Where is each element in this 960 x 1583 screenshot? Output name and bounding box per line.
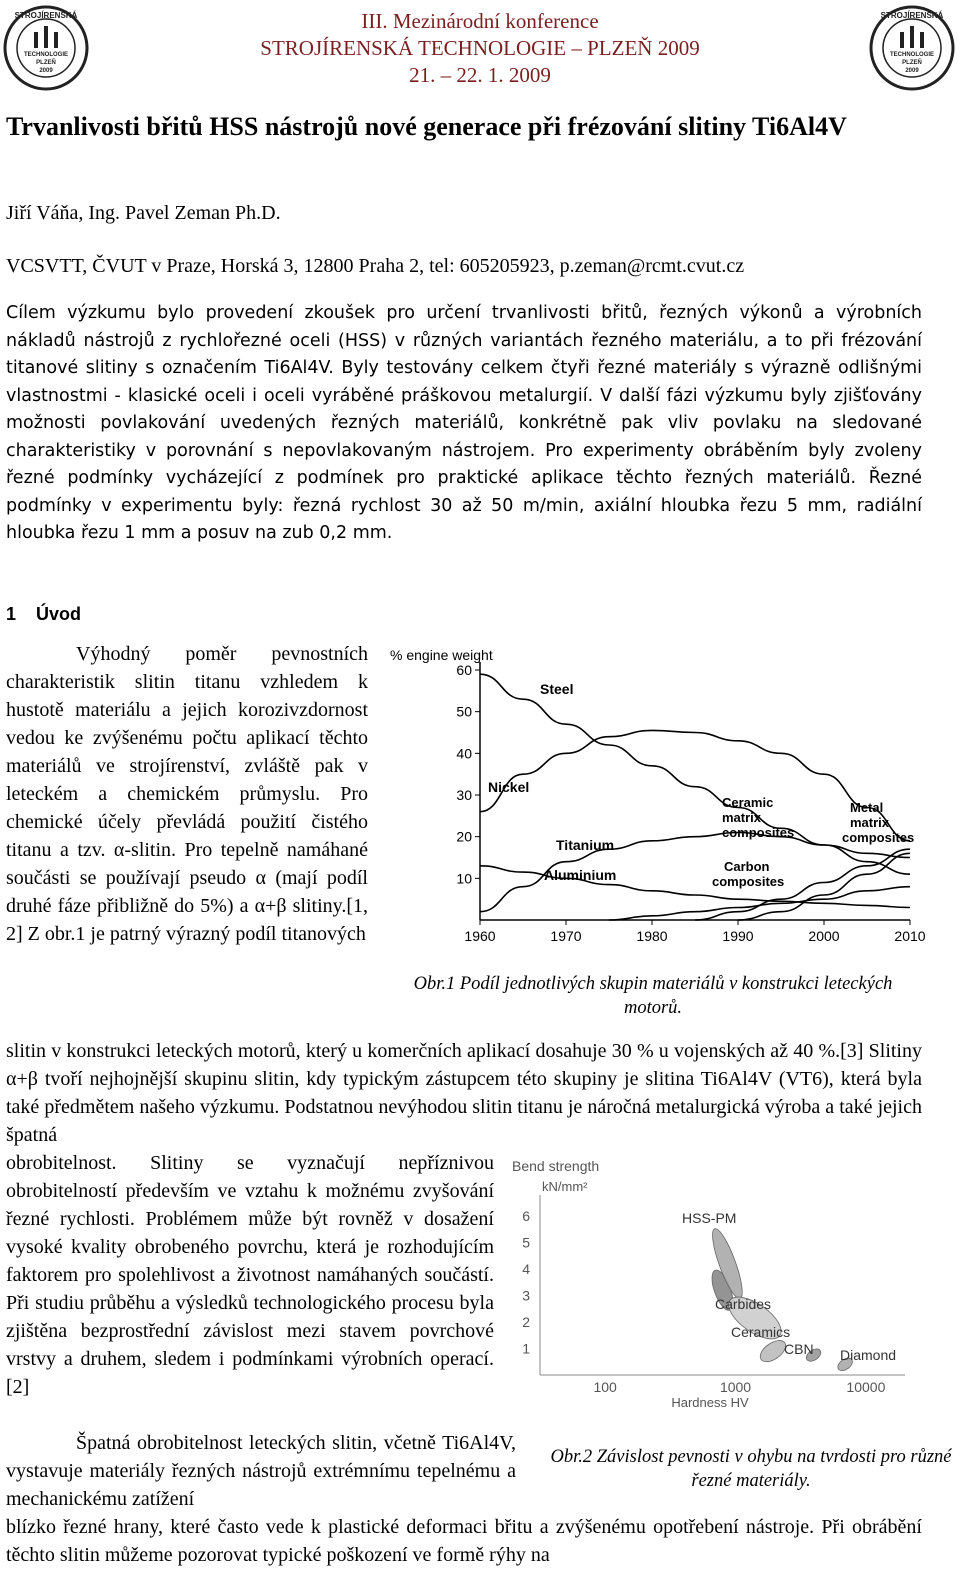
figure-1-caption: Obr.1 Podíl jednotlivých skupin materiálů v konstrukci leteckých motorů. <box>413 974 893 1018</box>
label-ceramic-1: Ceramic <box>722 795 774 810</box>
svg-text:PLZEŇ: PLZEŇ <box>902 60 922 66</box>
label-metal-1: Metal <box>850 800 884 815</box>
label-ceramics: Ceramics <box>731 1324 791 1340</box>
label-cbn: CBN <box>784 1341 814 1357</box>
figure-2-x-tick-label: 10000 <box>846 1379 886 1395</box>
label-carbon-2: composites <box>712 874 785 889</box>
body-paragraph-1: Výhodný poměr pevnostních charakteristik slitin titanu vzhledem k hustotě materiálu a jejich korozivzdornost vedou ke zvýšenému počtu aplikací těchto materiálů ve strojírenství, zvláště pak v leteckém a chemickém průmyslu. Pro chemické účely převládá použití čistého titanu a tzv. α-slitin. Pro tepelně namáhané součásti se používají pseudo α (mají podíl druhé fáze přibližně do 5%) a α+β slitiny.[1, 2] Z obr.1 je patrný výrazný podíl titanových <box>6 643 368 945</box>
figure-2-x-tick-label: 100 <box>593 1379 617 1395</box>
label-nickel: Nickel <box>488 779 530 795</box>
authors: Jiří Váňa, Ing. Pavel Zeman Ph.D. <box>6 202 281 224</box>
conference-name: III. Mezinárodní konference <box>361 9 599 33</box>
svg-text:STROJÍRENSKÁ: STROJÍRENSKÁ <box>880 11 944 20</box>
figure-2-title: Bend strength <box>512 1158 600 1174</box>
figure-1-y-tick-label: 30 <box>456 787 472 803</box>
body-paragraph-3-continued: blízko řezné hrany, které často vede k plastické deformaci břitu a zvýšenému opotřebení nástroje. Při obrábění těchto slitin můžeme pozorovat typické poškození ve formě rýhy na <box>6 1516 922 1566</box>
svg-text:2009: 2009 <box>39 68 53 74</box>
figure-2-y-tick-label: 3 <box>522 1287 530 1304</box>
figure-2-y-tick-label: 5 <box>522 1234 530 1251</box>
body-paragraph-1-continued: slitin v konstrukci leteckých motorů, který u komerčních aplikací dosahuje 30 % u vojenských až 40 %.[3] Slitiny α+β tvoří nejhojnější skupinu slitin, kdy typickým zástupcem této skupiny je slitina Ti6Al4V (VT6), která byla také předmětem našeho výzkumu. Podstatnou nevýhodou slitin titanu je náročná metalurgická výroba a také jejich špatná <box>6 1040 922 1146</box>
label-ceramic-3: composites <box>722 825 795 840</box>
svg-text:STROJÍRENSKÁ: STROJÍRENSKÁ <box>14 11 78 20</box>
label-ceramic-2: matrix <box>722 810 762 825</box>
figure-2-caption: Obr.2 Závislost pevnosti v ohybu na tvrdosti pro různé řezné materiály. <box>550 1447 952 1491</box>
section-number: 1 <box>6 604 17 624</box>
abstract: Cílem výzkumu bylo provedení zkoušek pro určení trvanlivosti břitů, řezných výkonů a výrobních nákladů nástrojů z rychlořezné oceli (HSS) v různých variantách řezného materiálu, a to při frézování titanové slitiny s označením Ti6Al4V. Byly testovány celkem čtyři řezné materiály s výrazně odlišnými vlastnostmi - klasické oceli i oceli vyráběné práškovou metalurgií. V další fázi výzkumu byly zjišťovány možnosti povlakování uvedených řezných materiálů, konkrétně pak vliv povlaku na sledované charakteristiky v porovnání s nepovlakovaným nástrojem. Pro experimenty obráběním byly zvoleny řezné podmínky vycházející z podmínek pro praktické aplikace těchto řezných materiálů. Řezné podmínky v experimentu byly: řezná rychlost 30 až 50 m/min, axiální hloubka řezu 5 mm, radiální hloubka řezu 1 mm a posuv na zub 0,2 mm. <box>6 303 922 543</box>
label-titanium: Titanium <box>556 837 615 853</box>
figure-1-x-tick-label: 2010 <box>894 928 926 944</box>
figure-2-y-tick-label: 1 <box>522 1340 530 1357</box>
label-metal-3: composites <box>842 830 915 845</box>
body-paragraph-2: obrobitelnost. Slitiny se vyznačují nepříznivou obrobitelností především ve vztahu k možnému zvyšování řezné rychlosti. Problémem může být rovněž v dosažení vysoké kvality obrobeného povrchu, která je rozhodujícím faktorem pro spolehlivost a životnost namáhaných součástí. Při studiu průběhu a výsledků technologického procesu byla zjištěna bezprostřední závislost mezi stavem povrchové vrstvy a druhem, sledem i podmínkami výrobních operací. [2] <box>6 1152 494 1398</box>
series-line-nickel <box>480 730 910 840</box>
figure-2-xlabel: Hardness HV <box>671 1395 749 1410</box>
figure-2-chart <box>510 1155 910 1430</box>
figure-1-x-tick-label: 2000 <box>808 928 840 944</box>
figure-2-x-tick-label: 1000 <box>719 1379 752 1395</box>
figure-1-x-tick-label: 1970 <box>550 928 582 944</box>
section-title: Úvod <box>36 604 82 624</box>
label-hss-pm: HSS-PM <box>682 1210 737 1226</box>
figure-1-x-tick-label: 1990 <box>722 928 754 944</box>
figure-2-y-tick-label: 6 <box>522 1207 530 1224</box>
svg-text:2009: 2009 <box>905 68 919 74</box>
figure-1-x-tick-label: 1960 <box>464 928 496 944</box>
figure-2-y-tick-label: 4 <box>522 1260 530 1277</box>
figure-1-ylabel: % engine weight <box>390 647 493 663</box>
figure-2-unit: kN/mm² <box>542 1179 588 1194</box>
figure-1-chart <box>380 640 926 950</box>
label-carbon-1: Carbon <box>724 859 770 874</box>
figure-1-y-tick-label: 50 <box>456 703 472 720</box>
body-paragraph-3: Špatná obrobitelnost leteckých slitin, včetně Ti6Al4V, vystavuje materiály řezných nástrojů extrémnímu tepelnému a mechanickému zatížení <box>6 1432 516 1510</box>
figure-1-y-tick-label: 60 <box>456 662 472 678</box>
label-carbides: Carbides <box>715 1296 772 1312</box>
conference-dates: 21. – 22. 1. 2009 <box>409 63 551 87</box>
label-steel: Steel <box>540 681 574 697</box>
conference-title: STROJÍRENSKÁ TECHNOLOGIE – PLZEŇ 2009 <box>260 36 700 60</box>
svg-text:PLZEŇ: PLZEŇ <box>36 60 56 66</box>
label-conv-2: HSS <box>616 1300 641 1314</box>
label-diamond: Diamond <box>840 1347 897 1363</box>
label-metal-2: matrix <box>850 815 890 830</box>
paper-title: Trvanlivosti břitů HSS nástrojů nové generace při frézování slitiny Ti6Al4V <box>6 112 847 141</box>
figure-2-y-tick-label: 2 <box>522 1313 530 1330</box>
label-conv-1: Conv. <box>612 1287 643 1301</box>
figure-1-y-tick-label: 40 <box>456 745 472 762</box>
conference-header <box>0 8 960 89</box>
svg-text:TECHNOLOGIE: TECHNOLOGIE <box>889 52 935 58</box>
section-heading <box>6 604 81 625</box>
figure-1-y-tick-label: 20 <box>456 828 472 845</box>
figure-1-x-tick-label: 1980 <box>636 928 668 944</box>
affiliation: VCSVTT, ČVUT v Praze, Horská 3, 12800 Praha 2, tel: 605205923, p.zeman@rcmt.cvut.cz <box>6 255 745 277</box>
svg-text:TECHNOLOGIE: TECHNOLOGIE <box>23 52 69 58</box>
label-aluminium: Aluminium <box>544 867 617 883</box>
figure-1-y-tick-label: 10 <box>456 870 472 887</box>
